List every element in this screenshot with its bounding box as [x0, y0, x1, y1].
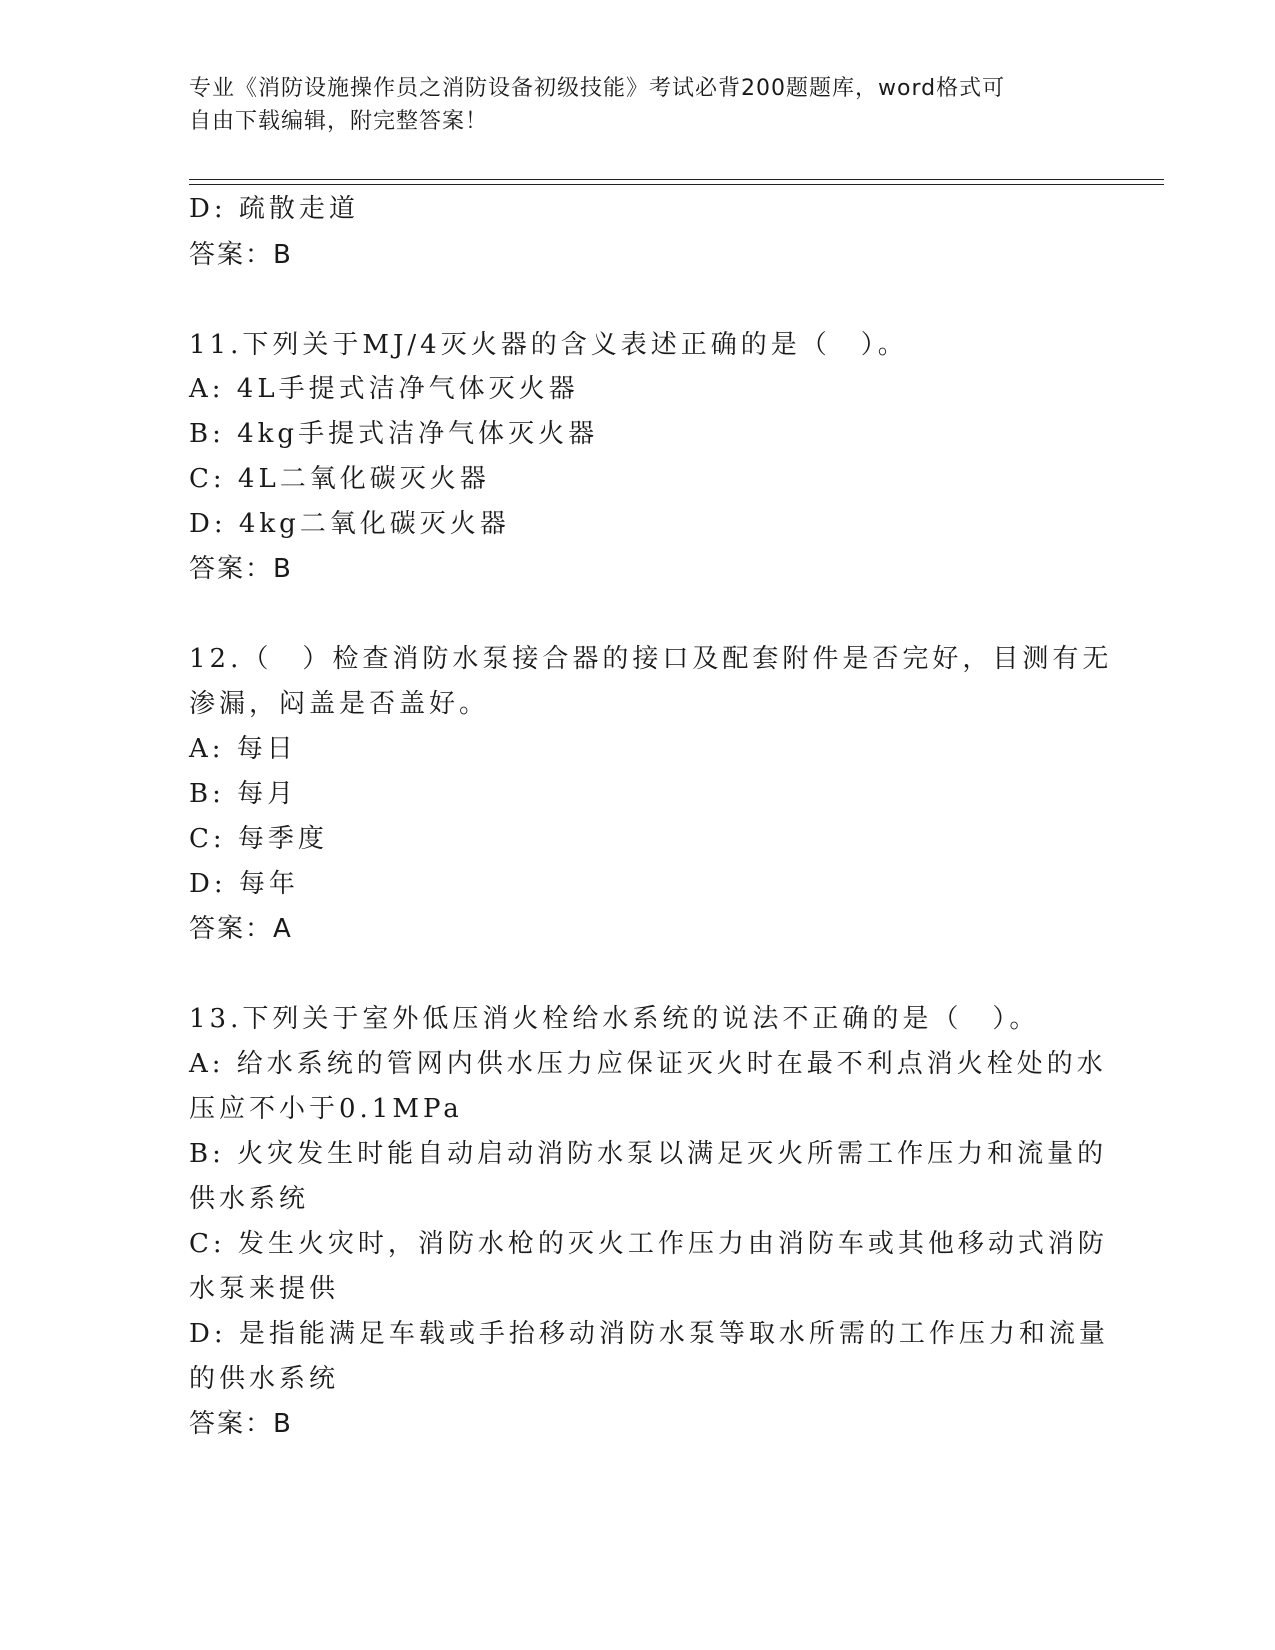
- header-divider-top: [189, 179, 1164, 180]
- q11-option-a: A: 4L手提式洁净气体灭火器: [189, 374, 579, 404]
- q13-option-c-line-1: C: 发生火灾时，消防水枪的灭火工作压力由消防车或其他移动式消防: [189, 1229, 1108, 1259]
- prev-answer: 答案：B: [189, 240, 293, 270]
- q12-option-c: C: 每季度: [189, 824, 328, 854]
- q12-stem-line-1: 12.（ ）检查消防水泵接合器的接口及配套附件是否完好，目测有无: [189, 644, 1113, 674]
- q13-option-b-line-2: 供水系统: [189, 1184, 310, 1214]
- q13-option-a-line-1: A: 给水系统的管网内供水压力应保证灭火时在最不利点消火栓处的水: [189, 1049, 1107, 1079]
- document-header: [189, 72, 1069, 138]
- header-divider-bottom: [189, 184, 1164, 185]
- header-line-2: 自由下载编辑，附完整答案！: [189, 109, 489, 134]
- q13-stem: 13.下列关于室外低压消火栓给水系统的说法不正确的是（ ）。: [189, 1004, 1040, 1034]
- prev-option-d: D: 疏散走道: [189, 194, 359, 224]
- q13-option-c-line-2: 水泵来提供: [189, 1274, 340, 1304]
- q12-option-d: D: 每年: [189, 869, 299, 899]
- q13-option-b-line-1: B: 火灾发生时能自动启动消防水泵以满足灭火所需工作压力和流量的: [189, 1139, 1108, 1169]
- q12-option-b: B: 每月: [189, 779, 298, 809]
- q13-option-d-line-1: D: 是指能满足车载或手抬移动消防水泵等取水所需的工作压力和流量: [189, 1319, 1109, 1349]
- q12-answer: 答案：A: [189, 914, 293, 944]
- q13-option-a-line-2: 压应不小于0.1MPa: [189, 1094, 463, 1124]
- q11-stem: 11.下列关于MJ/4灭火器的含义表述正确的是（ ）。: [189, 330, 908, 360]
- q11-option-d: D: 4kg二氧化碳灭火器: [189, 509, 510, 539]
- q11-answer: 答案：B: [189, 554, 293, 584]
- q11-option-c: C: 4L二氧化碳灭火器: [189, 464, 490, 494]
- q13-option-d-line-2: 的供水系统: [189, 1364, 340, 1394]
- q12-option-a: A: 每日: [189, 734, 297, 764]
- header-line-1: 专业《消防设施操作员之消防设备初级技能》考试必背200题题库，word格式可: [189, 76, 1006, 101]
- q13-answer: 答案：B: [189, 1409, 293, 1439]
- q11-option-b: B: 4kg手提式洁净气体灭火器: [189, 419, 599, 449]
- q12-stem-line-2: 渗漏，闷盖是否盖好。: [189, 689, 490, 719]
